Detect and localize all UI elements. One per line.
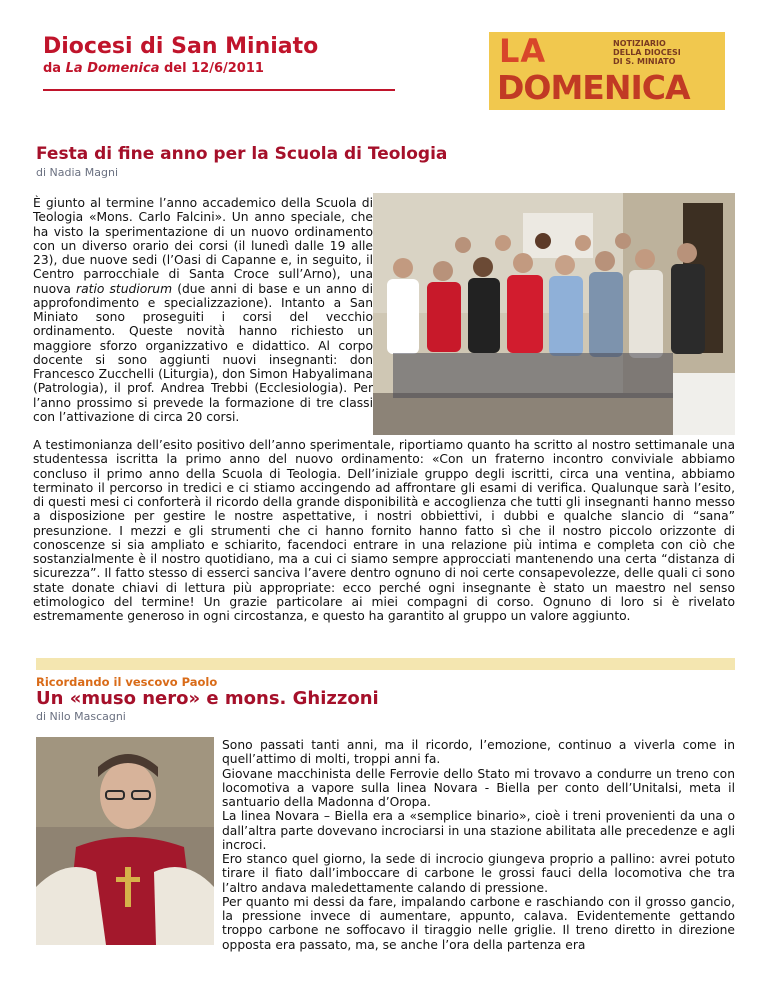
logo-tagline-line-2: DELLA DIOCESI <box>613 48 681 57</box>
logo-tagline <box>613 39 721 66</box>
article-2-paragraph-5: Per quanto mi dessi da fare, impalando carbone e raschiando con il grosso gancio, la pressione invece di aumentare, appunto, calava. Evidentemente gettando troppo carbone ne soffocavo il tiraggio nelle griglie. Il treno diretto in direzione opposta era passato, ma, se anche l’ora della partenza era <box>222 894 735 952</box>
logo-tagline-line-1: NOTIZIARIO <box>613 39 666 48</box>
bishop-portrait <box>36 737 214 945</box>
article-1-author: di Nadia Magni <box>36 166 119 179</box>
article-1-body: A testimonianza dell’esito positivo dell’anno sperimentale, riportiamo quanto ha scritto al nostro settimanale una studentessa iscritta la primo anno del nuovo ordinamento: «Con un fraterno incontro conviviale abbiamo concluso il primo anno della Scuola di Teologia. Dell’iniziale gruppo degli iscritti, circa una ventina, abbiamo terminato il percorso in tredici e ci stiamo accingendo ad affrontare gli esami di verifica. Qualunque sarà l’esito, di questi mesi ci conforterà il ricordo della grande disponibilità e accoglienza che tutti gli insegnanti hanno messo a disposizione per gestire le nostre aspettative, i nostri obbiettivi, i dubbi e qualche slancio di “sana” presunzione. I mezzi e gli strumenti che ci hanno fornito hanno fatto sì che il nostro piccolo orizzonte di conoscenze si sia ampliato e schiarito, facendoci entrare in una relazione più intima e completa con ciò che sostanzialmente è il nostro quotidiano, ma a cui ci siamo sempre approcciati mantenendo una certa “distanza di sicurezza”. Il fatto stesso di esserci sanciva l’avere dentro ognuno di noi certe consapevolezze, delle quali ci sono state donate chiavi di lettura più appropriate: ecco perché ogni insegnante è stato un maestro nel senso etimologico del termine! Un grazie particolare ai miei compagni di corso. Ognuno di loro si è rivelato estremamente generoso in ogni circostanza, e questo ha garantito al gruppo un valore aggiunto. <box>33 438 735 623</box>
article-2-paragraph-2: Giovane macchinista delle Ferrovie dello Stato mi trovavo a condurre un treno con locomotiva a vapore sulla linea Novara - Biella per conto dell’Unitalsi, meta il santuario della Madonna d’Oropa. <box>222 766 735 809</box>
header-divider <box>43 89 395 91</box>
group-photo-illustration <box>373 193 735 435</box>
article-1-intro-text-a: È giunto al termine l’anno accademico della Scuola di Teologia «Mons. Carlo Falcini». Un anno speciale, che ha visto la sperimentazione di un nuovo ordinamento con un diverso orario dei corsi (il lunedì dalle 19 alle 23), due nuove sedi (l’Oasi di Capanne e, in seguito, il Centro parrocchiale di Santa Croce sull’Arno), una nuova <box>33 196 373 296</box>
article-2-kicker: Ricordando il vescovo Paolo <box>36 675 218 689</box>
bishop-portrait-illustration <box>36 737 214 945</box>
article-1-intro <box>33 196 373 424</box>
article-2-paragraph-1: Sono passati tanti anni, ma il ricordo, l’emozione, continuo a viverla come in quell’attimo di molti, troppi anni fa. <box>222 738 735 767</box>
source-prefix: da <box>43 61 66 76</box>
article-2-body <box>222 738 735 952</box>
newsletter-source <box>43 61 264 76</box>
logo-tagline-line-3: DI S. MINIATO <box>613 57 676 66</box>
article-2-title: Un «muso nero» e mons. Ghizzoni <box>36 688 379 709</box>
source-publication: La Domenica <box>65 61 160 76</box>
logo-la-text: LA <box>499 32 547 70</box>
logo-domenica-text: DOMENICA <box>497 68 690 107</box>
article-1-intro-italic: ratio studiorum <box>76 281 173 296</box>
article-2-paragraph-3: La linea Novara – Biella era a «semplice binario», cioè i treni provenienti da una o dall’altra parte dovevano incrociarsi in una stazione abilitata alle precedenze e agli incroci. <box>222 809 735 852</box>
source-date: del 12/6/2011 <box>159 61 264 76</box>
article-1-intro-text-b: (due anni di base e un anno di approfondimento e specializzazione). Intanto a San Miniato sono proseguiti i corsi del vecchio ordinamento. Queste novità hanno richiesto un maggiore sforzo organizzativo e didattico. Al corpo docente si sono aggiunti nuovi insegnanti: don Francesco Zucchelli (Liturgia), don Simon Habyalimana (Patrologia), il prof. Andrea Trebbi (Ecclesiologia). Per l’anno prossimo si prevede la formazione di tre classi con l’attivazione di circa 20 corsi. <box>33 281 373 424</box>
article-2-paragraph-4: Ero stanco quel giorno, la sede di incrocio giungeva proprio a pallino: avrei potuto tirare il fiato dall’imboccare di carbone le grossi fauci della locomotiva che tra l’altro andava maledettamente calando di pressione. <box>222 852 735 895</box>
la-domenica-logo <box>489 32 725 110</box>
article-2-author: di Nilo Mascagni <box>36 710 126 723</box>
newsletter-title: Diocesi di San Miniato <box>43 34 319 59</box>
article-1-title: Festa di fine anno per la Scuola di Teologia <box>36 144 448 164</box>
section-divider-bar <box>36 658 735 670</box>
group-photo <box>373 193 735 435</box>
